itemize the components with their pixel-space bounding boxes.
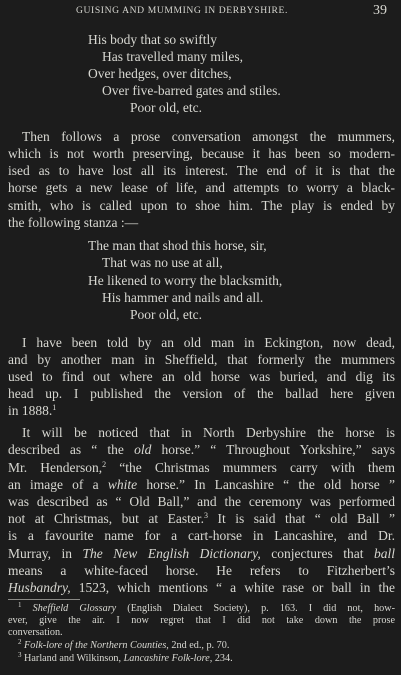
verse-line: The man that shod this horse, sir,: [88, 238, 267, 253]
prose-line: smith, who is called upon to shoe him. The play is ended by: [8, 198, 395, 213]
footnote-1-cont: conversation.: [8, 627, 63, 638]
prose-text: Murray, in: [8, 546, 83, 561]
footnote-text: Harland and Wilkinson,: [24, 653, 124, 664]
footnote-text: 2nd ed., p. 70.: [168, 640, 230, 651]
running-head: [0, 5, 401, 21]
footnote-number: 2: [18, 638, 22, 646]
footnote-2: [18, 640, 229, 652]
prose-line: was described as “ Old Ball,” and the ceremony was performed: [8, 494, 395, 509]
verse-refrain: Poor old, etc.: [130, 100, 202, 115]
italic-word: old: [134, 442, 152, 457]
prose-line: I have been told by an old man in Eckington, now dead,: [22, 335, 395, 350]
prose-line: [8, 545, 395, 562]
prose-text: It is said that “ old Ball ”: [208, 511, 395, 526]
book-title: Folk-lore of the Northern Counties,: [24, 640, 169, 651]
verse-line: Has travelled many miles,: [102, 49, 243, 64]
footnote-number: 1: [18, 601, 22, 609]
prose-text: horse.” In Lancashire “ the old horse ”: [137, 477, 395, 492]
verse-line: His body that so swiftly: [88, 32, 218, 47]
prose-line: [8, 579, 395, 596]
verse-line: That was no use at all,: [102, 255, 223, 270]
verse-line: He likened to worry the blacksmith,: [88, 273, 283, 288]
page-number: 39: [373, 3, 387, 18]
footnote-rule: [8, 599, 80, 600]
prose-text: an image of a: [8, 477, 108, 492]
prose-line: [8, 402, 56, 419]
book-title: Lancashire Folk-lore,: [123, 653, 213, 664]
italic-word: white: [107, 477, 138, 492]
prose-line: [8, 476, 395, 493]
prose-line: ised as to have lost all its interest. The end of it is that the: [8, 163, 395, 178]
prose-line: [8, 459, 395, 476]
footnote-1: [18, 603, 395, 615]
prose-line: Then follows a prose conversation amongst the mummers,: [22, 129, 395, 144]
prose-text: 1523, which mentions “ a white rase or ball in the: [70, 580, 395, 595]
prose-line: the following stanza :—: [8, 215, 139, 230]
footnote-3: [18, 653, 233, 665]
verse-refrain: Poor old, etc.: [130, 307, 202, 322]
prose-text: Mr. Henderson,: [8, 460, 103, 475]
prose-line: [8, 441, 395, 458]
running-title: GUISING AND MUMMING IN DERBYSHIRE.: [76, 5, 289, 16]
verse-line: Over five-barred gates and stiles.: [102, 83, 281, 98]
prose-line: which is not worth preserving, because it has been so modern-: [8, 146, 395, 161]
verse-line: His hammer and nails and all.: [102, 290, 264, 305]
prose-line: head up. I published the version of the ballad here given: [8, 386, 395, 401]
book-title: The New English Dictionary,: [82, 546, 261, 561]
prose-line: [8, 510, 395, 527]
footnote-text: 234.: [212, 653, 233, 664]
footnote-ref: 3: [204, 511, 208, 520]
footnote-1-cont: ever, give the air. I now regret that I did not take down the prose: [8, 615, 395, 626]
footnote-ref: 2: [102, 460, 107, 469]
prose-line: means a white-faced horse. He refers to Fitzherbert’s: [8, 563, 395, 578]
italic-word: ball: [373, 546, 395, 561]
prose-text: “the Christmas mummers carry with them: [106, 460, 395, 475]
footnote-text: (English Dialect Society), p. 163. I did not, how-: [116, 603, 396, 614]
prose-text: in 1888.: [8, 403, 53, 418]
prose-text: described as “ the: [8, 442, 135, 457]
prose-line: It will be noticed that in North Derbyshire the horse is: [22, 425, 395, 440]
prose-line: used to find out where an old horse was buried, and dig its: [8, 369, 395, 384]
footnote-number: 3: [18, 651, 22, 659]
book-title: Sheffield Glossary: [32, 603, 117, 614]
verse-line: Over hedges, over ditches,: [88, 66, 232, 81]
prose-text: not at Christmas, but at Easter.: [8, 511, 204, 526]
prose-line: horse gets a new lease of life, and attempts to worry a black-: [8, 180, 395, 195]
prose-text: horse.” “ Throughout Yorkshire,” says: [151, 442, 395, 457]
prose-line: and by another man in Sheffield, that formerly the mummers: [8, 352, 395, 367]
prose-text: conjectures that: [260, 546, 374, 561]
book-title: Husbandry,: [8, 580, 71, 595]
footnote-ref: 1: [52, 403, 57, 412]
prose-line: is a favourite name for a cart-horse in Lancashire, and Dr.: [8, 528, 395, 543]
